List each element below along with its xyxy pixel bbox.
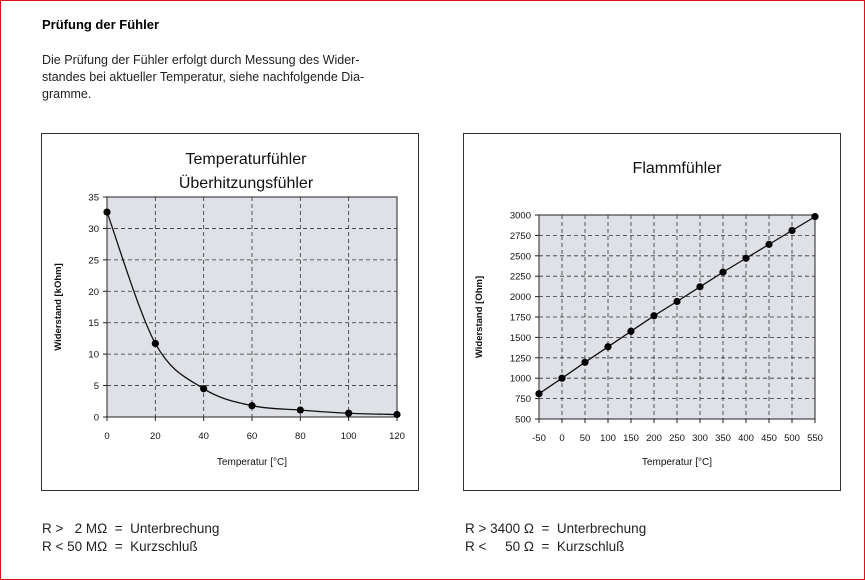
intro-line: Die Prüfung der Fühler erfolgt durch Messung des Wider- <box>42 53 360 67</box>
y-tick-label: 500 <box>515 414 531 426</box>
y-tick-label: 2000 <box>509 292 531 304</box>
x-tick-label: 550 <box>807 433 823 444</box>
note-short-circuit: R < 50 MΩ = Kurzschluß <box>42 539 198 554</box>
data-point <box>297 406 304 413</box>
x-tick-label: 20 <box>150 431 161 442</box>
x-axis-label: Temperatur [°C] <box>216 457 288 468</box>
x-axis-label: Temperatur [°C] <box>641 457 713 468</box>
data-point <box>627 328 634 335</box>
y-tick-label: 1250 <box>509 353 531 365</box>
chart-title-line: Überhitzungsfühler <box>178 175 314 192</box>
x-tick-label: 400 <box>738 433 754 444</box>
data-point <box>200 385 207 392</box>
data-point <box>535 390 542 397</box>
notes-temperature-sensor <box>42 520 219 556</box>
chart-title-line: Flammfühler <box>632 160 722 177</box>
y-tick-label: 0 <box>93 412 99 424</box>
data-point <box>393 411 400 418</box>
x-tick-label: 0 <box>559 433 565 444</box>
x-tick-label: 350 <box>715 433 731 444</box>
data-point <box>345 410 352 417</box>
y-tick-label: 2750 <box>509 230 531 242</box>
data-point <box>673 298 680 305</box>
x-tick-label: 450 <box>761 433 777 444</box>
data-point <box>558 375 565 382</box>
y-tick-label: 15 <box>88 318 99 330</box>
x-tick-label: 120 <box>389 431 405 442</box>
y-tick-label: 5 <box>93 381 99 393</box>
page-title: Prüfung der Fühler <box>42 17 159 32</box>
data-point <box>248 402 255 409</box>
data-point <box>719 269 726 276</box>
chart-panel-flame-sensor <box>463 133 841 491</box>
chart-temperature-sensor <box>42 134 418 490</box>
data-point <box>604 343 611 350</box>
y-tick-label: 20 <box>88 286 99 298</box>
y-tick-label: 10 <box>88 349 99 361</box>
chart-title-line: Temperaturfühler <box>185 151 307 168</box>
intro-line: standes bei aktueller Temperatur, siehe nachfolgende Dia- <box>42 70 365 84</box>
data-point <box>811 213 818 220</box>
x-tick-label: -50 <box>532 433 546 444</box>
y-axis-label: Widerstand [Ohm] <box>474 275 485 359</box>
y-tick-label: 1000 <box>509 373 531 385</box>
data-point <box>742 255 749 262</box>
x-tick-label: 150 <box>623 433 639 444</box>
x-tick-label: 60 <box>246 431 258 442</box>
intro-line: gramme. <box>42 87 92 101</box>
y-tick-label: 750 <box>515 394 531 406</box>
y-tick-label: 30 <box>88 223 99 235</box>
data-point <box>103 208 110 215</box>
note-short-circuit: R < 50 Ω = Kurzschluß <box>465 539 625 554</box>
y-tick-label: 25 <box>88 255 99 267</box>
x-tick-label: 100 <box>600 433 616 444</box>
x-tick-label: 500 <box>784 433 800 444</box>
x-tick-label: 50 <box>579 433 591 444</box>
y-tick-label: 35 <box>88 192 99 204</box>
chart-flame-sensor <box>464 134 840 490</box>
x-tick-label: 250 <box>669 433 685 444</box>
data-point <box>788 227 795 234</box>
x-tick-label: 80 <box>295 431 306 442</box>
chart-panel-temperature-sensor <box>41 133 419 491</box>
data-point <box>581 359 588 366</box>
x-tick-label: 0 <box>104 431 110 442</box>
plot-area <box>107 197 397 417</box>
x-tick-label: 200 <box>646 433 662 444</box>
y-tick-label: 2250 <box>509 271 531 283</box>
y-axis-label: Widerstand [kOhm] <box>53 263 64 351</box>
y-tick-label: 2500 <box>509 251 531 263</box>
note-open-circuit: R > 2 MΩ = Unterbrechung <box>42 521 220 536</box>
x-tick-label: 100 <box>340 431 357 442</box>
data-point <box>765 241 772 248</box>
x-tick-label: 300 <box>692 433 708 444</box>
y-tick-label: 1500 <box>509 332 531 344</box>
note-open-circuit: R > 3400 Ω = Unterbrechung <box>465 521 647 536</box>
data-point <box>650 312 657 319</box>
y-tick-label: 3000 <box>509 210 531 222</box>
y-tick-label: 1750 <box>509 312 531 324</box>
intro-paragraph <box>42 52 437 103</box>
data-point <box>152 340 159 347</box>
x-tick-label: 40 <box>198 431 209 442</box>
data-point <box>696 283 703 290</box>
notes-flame-sensor <box>465 520 646 556</box>
